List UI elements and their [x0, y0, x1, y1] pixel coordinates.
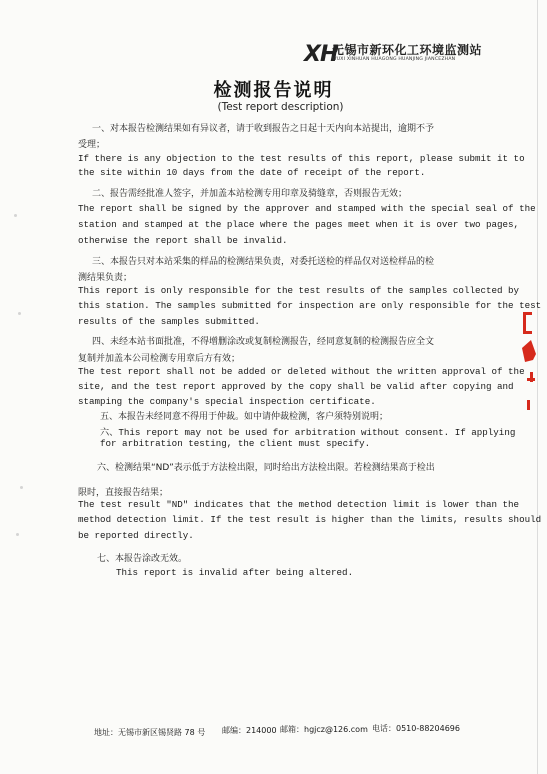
document-subtitle: (Test report description): [217, 101, 344, 113]
section-5-cn-line-1: 五、本报告未经同意不得用于仲裁。如中请仲裁检测，客户须特别说明；: [100, 412, 389, 422]
section-5-en-line-2: for arbitration testing, the client must specify.: [100, 438, 371, 449]
section-1-en-line-2: the site within 10 days from the date of receipt of the report.: [78, 167, 426, 178]
section-2-cn-line-1: 二、报告需经批准人签字，并加盖本站检测专用印章及骑缝章，否则报告无效；: [92, 189, 408, 199]
section-3-cn-line-2: 测结果负责；: [78, 273, 133, 283]
section-4-en-line-2: site, and the test report approved by the copy shall be valid after copying and: [78, 381, 514, 392]
logo-english-name: WUXI XINHUAN HUAGONG HUANJING JIANCEZHAN: [332, 57, 456, 62]
logo-chinese-name: 无锡市新环化工环境监测站: [332, 43, 483, 57]
section-2-en-line-3: otherwise the report shall be invalid.: [78, 235, 288, 246]
section-6-cn-line-2: 限时，直接报告结果；: [78, 488, 169, 498]
section-3-en-line-2: this station. The samples submitted for inspection are only responsible for the test: [78, 300, 542, 311]
section-4-cn-line-2: 复制并加盖本公司检测专用章后方有效；: [78, 354, 241, 364]
section-3-en-line-3: results of the samples submitted.: [78, 316, 260, 327]
section-7-cn-line-1: 七、本报告涂改无效。: [97, 554, 188, 564]
section-4-cn-line-1: 四、未经本站书面批准，不得增删涂改或复制检测报告，经同意复制的检测报告应全文: [92, 337, 435, 347]
section-2-en-line-1: The report shall be signed by the approver and stamped with the special seal of the: [78, 203, 536, 214]
section-6-cn-line-1: 六、检测结果“ND”表示低于方法检出限，同时给出方法检出限。若检测结果高于检出: [97, 463, 435, 473]
footer-phone: 电话：0510-88204696: [372, 724, 460, 733]
seam-seal-fragment: [516, 310, 540, 410]
section-4-en-line-1: The test report shall not be added or deleted without the written approval of the: [78, 366, 525, 377]
station-logo: [304, 40, 484, 72]
scan-speck: [18, 312, 21, 315]
section-5-en-line-1: 六、This report may not be used for arbitration without consent. If applying: [100, 427, 516, 438]
footer-email: 邮箱：hgjcz@126.com: [280, 725, 368, 734]
footer-postcode: 邮编：214000: [222, 726, 277, 735]
section-2-en-line-2: station and stamped at the place where the pages meet when it is over two pages,: [78, 219, 520, 230]
section-6-en-line-2: method detection limit. If the test result is higher than the limits, results should: [78, 514, 542, 525]
section-1-cn-line-2: 受理；: [78, 140, 106, 150]
scan-speck: [14, 214, 17, 217]
footer-address: 地址：无锡市新区锡贤路 78 号: [94, 728, 206, 737]
section-3-en-line-1: This report is only responsible for the test results of the samples collected by: [78, 285, 520, 296]
section-6-en-line-3: be reported directly.: [78, 530, 194, 541]
section-7-en-line-1: This report is invalid after being altered.: [116, 567, 354, 578]
logo-mark: XH: [304, 42, 338, 67]
document-title: 检测报告说明: [213, 80, 334, 101]
section-6-en-line-1: The test result "ND" indicates that the method detection limit is lower than the: [78, 499, 520, 510]
section-1-en-line-1: If there is any objection to the test results of this report, please submit it to: [78, 153, 525, 164]
scan-speck: [16, 533, 19, 536]
section-1-cn-line-1: 一、对本报告检测结果如有异议者，请于收到报告之日起十天内向本站提出，逾期不予: [92, 124, 435, 134]
scan-speck: [20, 486, 23, 489]
section-4-en-line-3: stamping the company's special inspection certificate.: [78, 396, 376, 407]
section-3-cn-line-1: 三、本报告只对本站采集的样品的检测结果负责，对委托送检的样品仅对送检样品的检: [92, 257, 435, 267]
